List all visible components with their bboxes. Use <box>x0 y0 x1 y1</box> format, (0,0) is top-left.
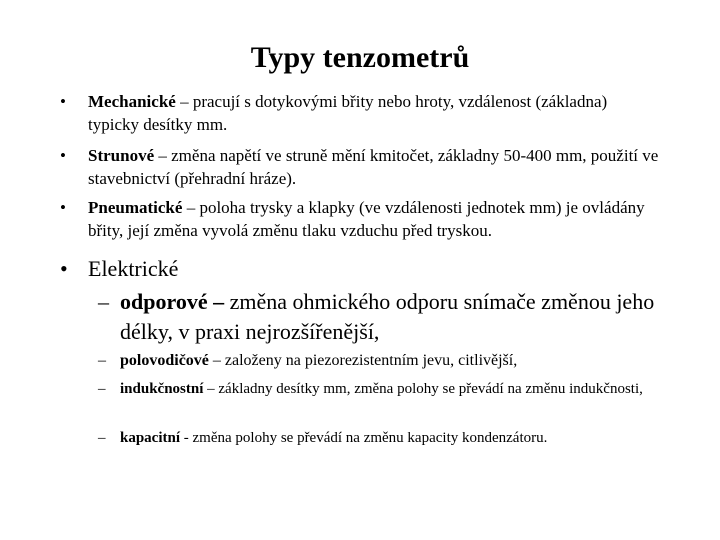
bullet-icon: • <box>60 146 66 165</box>
bullet-icon: • <box>60 92 66 111</box>
dash-icon: – <box>98 430 106 446</box>
electric-heading: Elektrické <box>88 256 179 281</box>
term-semiconductor: polovodičové <box>120 352 209 369</box>
term-string: Strunové <box>88 146 155 165</box>
list-item-mechanical <box>60 90 660 136</box>
description-string: – změna napětí ve struně mění kmitočet, základny 50-400 mm, použití ve stavebnictví (přehradní hráze). <box>88 146 659 188</box>
description-mechanical: – pracují s dotykovými břity nebo hroty, vzdálenost (základna) typicky desítky mm. <box>88 92 608 134</box>
term-resistive: odporové – <box>120 289 230 314</box>
list-item-pneumatic <box>60 196 660 242</box>
term-inductive: indukčnostní <box>120 381 204 397</box>
sub-item-inductive <box>98 379 678 399</box>
slide-title: Typy tenzometrů <box>250 41 470 74</box>
term-capacitive: kapacitní <box>120 430 181 446</box>
sub-item-resistive <box>98 287 678 347</box>
dash-icon: – <box>98 381 106 397</box>
term-mechanical: Mechanické <box>88 92 176 111</box>
description-inductive: – základny desítky mm, změna polohy se převádí na změnu indukčnosti, <box>203 381 643 397</box>
dash-icon: – <box>98 289 109 314</box>
list-item-string <box>60 144 660 190</box>
sub-item-capacitive <box>98 428 678 448</box>
list-item-electric <box>60 255 680 283</box>
description-resistive: změna ohmického odporu snímače změnou jeho délky, v praxi nejrozšířenější, <box>120 289 655 344</box>
sub-item-semiconductor <box>98 350 678 371</box>
term-pneumatic: Pneumatické <box>88 198 183 217</box>
bullet-icon: • <box>60 256 68 281</box>
description-semiconductor: – založeny na piezorezistentním jevu, citlivější, <box>208 352 518 369</box>
description-pneumatic: – poloha trysky a klapky (ve vzdálenosti jednotek mm) je ovládány břity, její změna vyvolá změnu tlaku vzduchu před tryskou. <box>88 198 645 240</box>
bullet-icon: • <box>60 198 66 217</box>
dash-icon: – <box>98 352 106 369</box>
description-capacitive: - změna polohy se převádí na změnu kapacity kondenzátoru. <box>180 430 548 446</box>
